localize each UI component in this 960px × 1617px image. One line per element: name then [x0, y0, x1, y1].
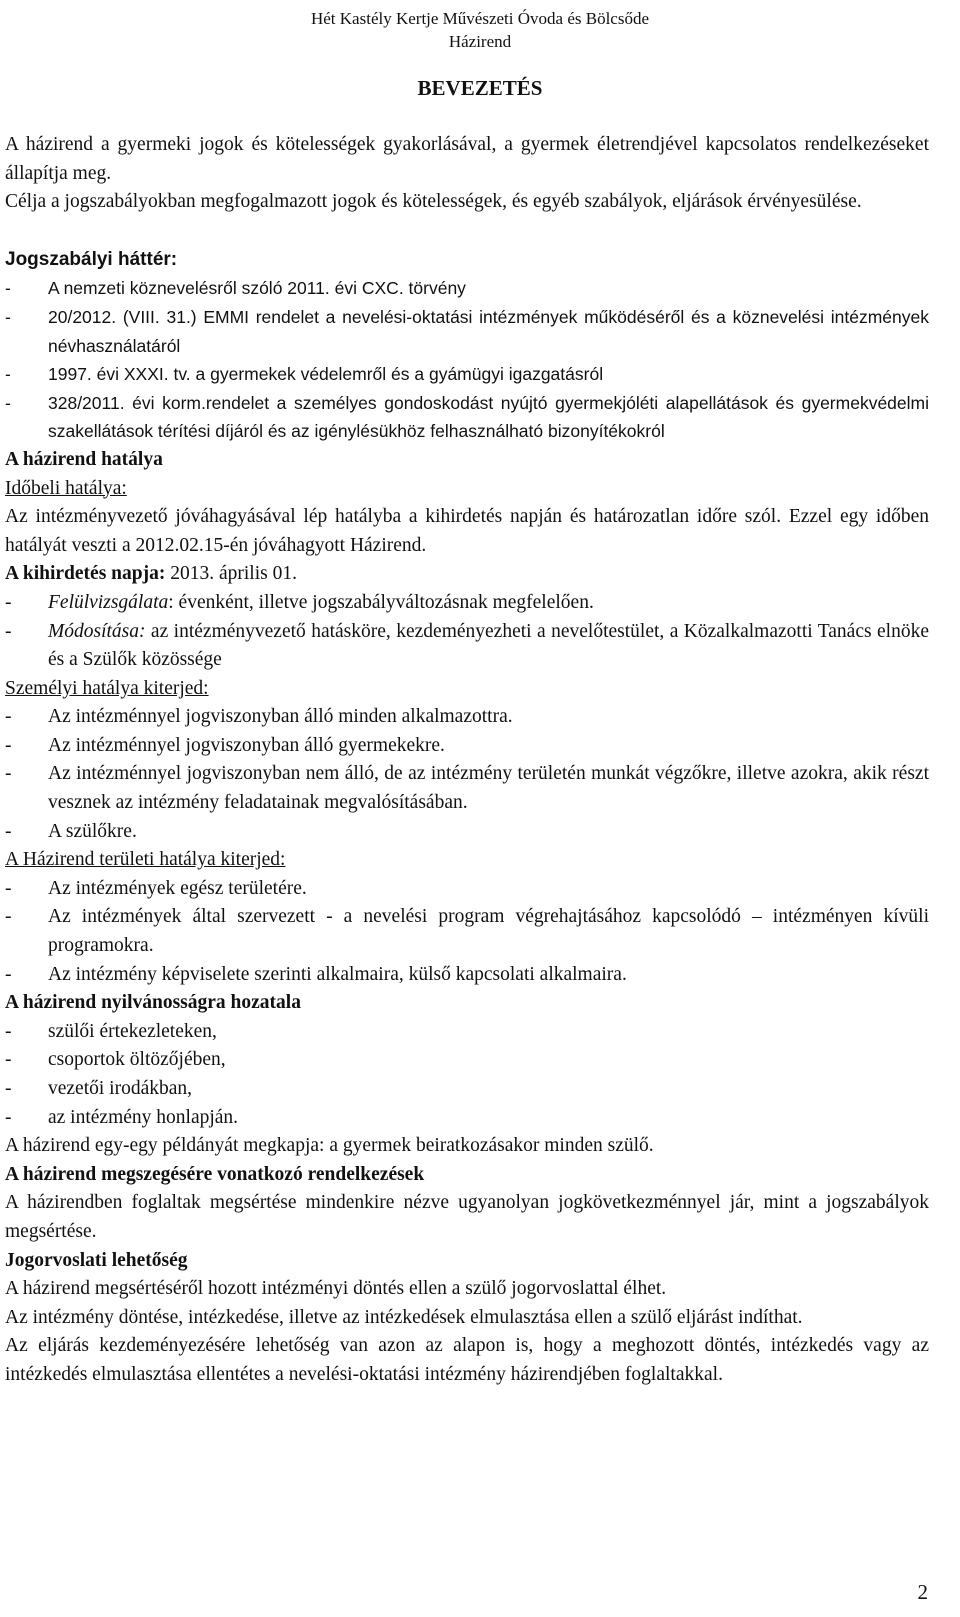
legal-item-text: 20/2012. (VIII. 31.) EMMI rendelet a nevelési-oktatási intézmények működéséről és a köznevelési intézmények névhasználatáról — [48, 306, 929, 356]
list-item — [5, 274, 929, 303]
review-label: Felülvizsgálata — [48, 591, 169, 613]
scope-heading: A házirend hatálya — [5, 448, 163, 470]
list-dash: - — [5, 734, 12, 756]
list-item — [5, 1075, 929, 1104]
list-dash: - — [5, 1049, 12, 1071]
list-dash: - — [5, 706, 12, 728]
personal-item-text: A szülőkre. — [48, 820, 137, 842]
legal-background-heading: Jogszabályi háttér: — [5, 248, 178, 270]
publicity-text: A házirend egy-egy példányát megkapja: a gyermek beiratkozásakor minden szülő. — [5, 1135, 654, 1157]
list-item — [5, 618, 929, 675]
list-dash: - — [5, 963, 12, 985]
list-dash: - — [5, 877, 12, 899]
remedy-paragraph-2: Az intézmény döntése, intézkedése, illetve az intézkedések elmulasztása ellen a szülő eljárást indíthat. — [5, 1306, 803, 1328]
time-scope-heading: Időbeli hatálya: — [5, 477, 127, 499]
list-dash: - — [5, 306, 11, 327]
publicity-item-text: vezetői irodákban, — [48, 1078, 193, 1099]
header-document-name: Házirend — [448, 32, 512, 51]
list-dash: - — [5, 364, 11, 385]
document-body — [5, 131, 929, 1390]
publicity-item-text: szülői értekezleteken, — [48, 1020, 217, 1042]
remedy-paragraph-1: A házirend megsértéséről hozott intézményi döntés ellen a szülő jogorvoslattal élhet. — [5, 1278, 667, 1300]
list-item — [5, 903, 929, 960]
violation-text: A házirendben foglaltak megsértése mindenkire nézve ugyanolyan jogkövetkezménnyel jár, mint a jogszabályok megsértése. — [5, 1192, 929, 1242]
modify-label: Módosítása: — [48, 620, 146, 642]
remedy-paragraph-3: Az eljárás kezdeményezésére lehetőség van azon az alapon is, hogy a meghozott döntés, intézkedés vagy az intézkedés elmulasztása ellentétes a nevelési-oktatási intézmény házirendjében foglaltakkal. — [5, 1335, 929, 1385]
review-item — [48, 589, 929, 618]
modify-text: az intézményvezető hatásköre, kezdeményezheti a nevelőtestület, a Közalkalmazotti Tanács elnöke és a Szülők közössége — [48, 620, 929, 671]
list-item — [5, 760, 929, 817]
legal-item-text: A nemzeti köznevelésről szóló 2011. évi CXC. törvény — [48, 278, 466, 299]
list-dash: - — [5, 392, 11, 413]
publicity-heading: A házirend nyilvánosságra hozatala — [5, 992, 301, 1014]
page-number: 2 — [917, 1580, 928, 1604]
legal-item-text: 1997. évi XXXI. tv. a gyermekek védelemről és a gyámügyi igazgatásról — [48, 364, 604, 385]
list-item — [5, 703, 929, 732]
publicity-item-text: csoportok öltözőjében, — [48, 1049, 226, 1071]
list-dash: - — [5, 278, 11, 299]
intro-paragraph-1: A házirend a gyermeki jogok és kötelességek gyakorlásával, a gyermek életrendjével kapcsolatos rendelkezéseket állapítja meg. — [5, 134, 929, 184]
personal-item-text: Az intézménnyel jogviszonyban nem álló, de az intézmény területén munkát végzőkre, illetve azokra, akik részt vesznek az intézmény feladatainak megvalósításában. — [48, 763, 929, 814]
time-scope-text: Az intézményvezető jóváhagyásával lép hatályba a kihirdetés napján és határozatlan időre szól. Ezzel egy időben hatályát veszti a 2012.02.15-én jóváhagyott Házirend. — [5, 506, 929, 556]
personal-item-text: Az intézménnyel jogviszonyban álló gyermekekre. — [48, 734, 445, 756]
spacer — [5, 217, 929, 246]
personal-scope-heading: Személyi hatálya kiterjed: — [5, 677, 209, 699]
list-item — [5, 303, 929, 360]
list-item — [5, 961, 929, 990]
list-dash: - — [5, 620, 12, 642]
territorial-scope-heading: A Házirend területi hatálya kiterjed: — [5, 849, 286, 871]
list-item — [5, 875, 929, 904]
announcement-label: A kihirdetés napja: — [5, 563, 166, 585]
territorial-item-text: Az intézmények által szervezett - a nevelési program végrehajtásához kapcsolódó – intézményen kívüli programokra. — [48, 906, 929, 957]
announcement-line — [5, 560, 929, 589]
modify-item — [48, 618, 929, 675]
territorial-item-text: Az intézmény képviselete szerinti alkalmaira, külső kapcsolati alkalmaira. — [48, 963, 627, 985]
list-item — [5, 389, 929, 446]
intro-paragraph-2: Célja a jogszabályokban megfogalmazott jogok és kötelességek, és egyéb szabályok, eljárások érvényesülése. — [5, 191, 862, 213]
list-item — [5, 1104, 929, 1133]
territorial-item-text: Az intézmények egész területére. — [48, 877, 307, 899]
list-item — [5, 1018, 929, 1047]
remedy-heading: Jogorvoslati lehetőség — [5, 1249, 188, 1271]
list-dash: - — [5, 906, 12, 928]
personal-item-text: Az intézménnyel jogviszonyban álló minden alkalmazottra. — [48, 706, 513, 728]
legal-item-text: 328/2011. évi korm.rendelet a személyes gondoskodást nyújtó gyermekjóléti alapellátások és gyermekvédelmi szakellátások térítési díjáról és az igénylésükhöz felhasználható bizonyítékokról — [48, 392, 929, 442]
list-dash: - — [5, 763, 12, 785]
list-item — [5, 732, 929, 761]
list-item — [5, 589, 929, 618]
list-dash: - — [5, 820, 12, 842]
list-dash: - — [5, 1078, 12, 1099]
violation-heading: A házirend megszegésére vonatkozó rendelkezések — [5, 1163, 425, 1185]
header-school-name: Hét Kastély Kertje Művészeti Óvoda és Bölcsőde — [310, 9, 650, 28]
list-dash: - — [5, 1106, 12, 1128]
review-text: : évenként, illetve jogszabályváltozásnak megfelelően. — [168, 591, 594, 613]
publicity-item-text: az intézmény honlapján. — [48, 1106, 239, 1128]
list-item — [5, 360, 929, 389]
announcement-date: 2013. április 01. — [165, 563, 297, 585]
page-title: BEVEZETÉS — [417, 76, 543, 100]
list-dash: - — [5, 1020, 12, 1042]
list-item — [5, 818, 929, 847]
list-dash: - — [5, 591, 12, 613]
list-item — [5, 1046, 929, 1075]
